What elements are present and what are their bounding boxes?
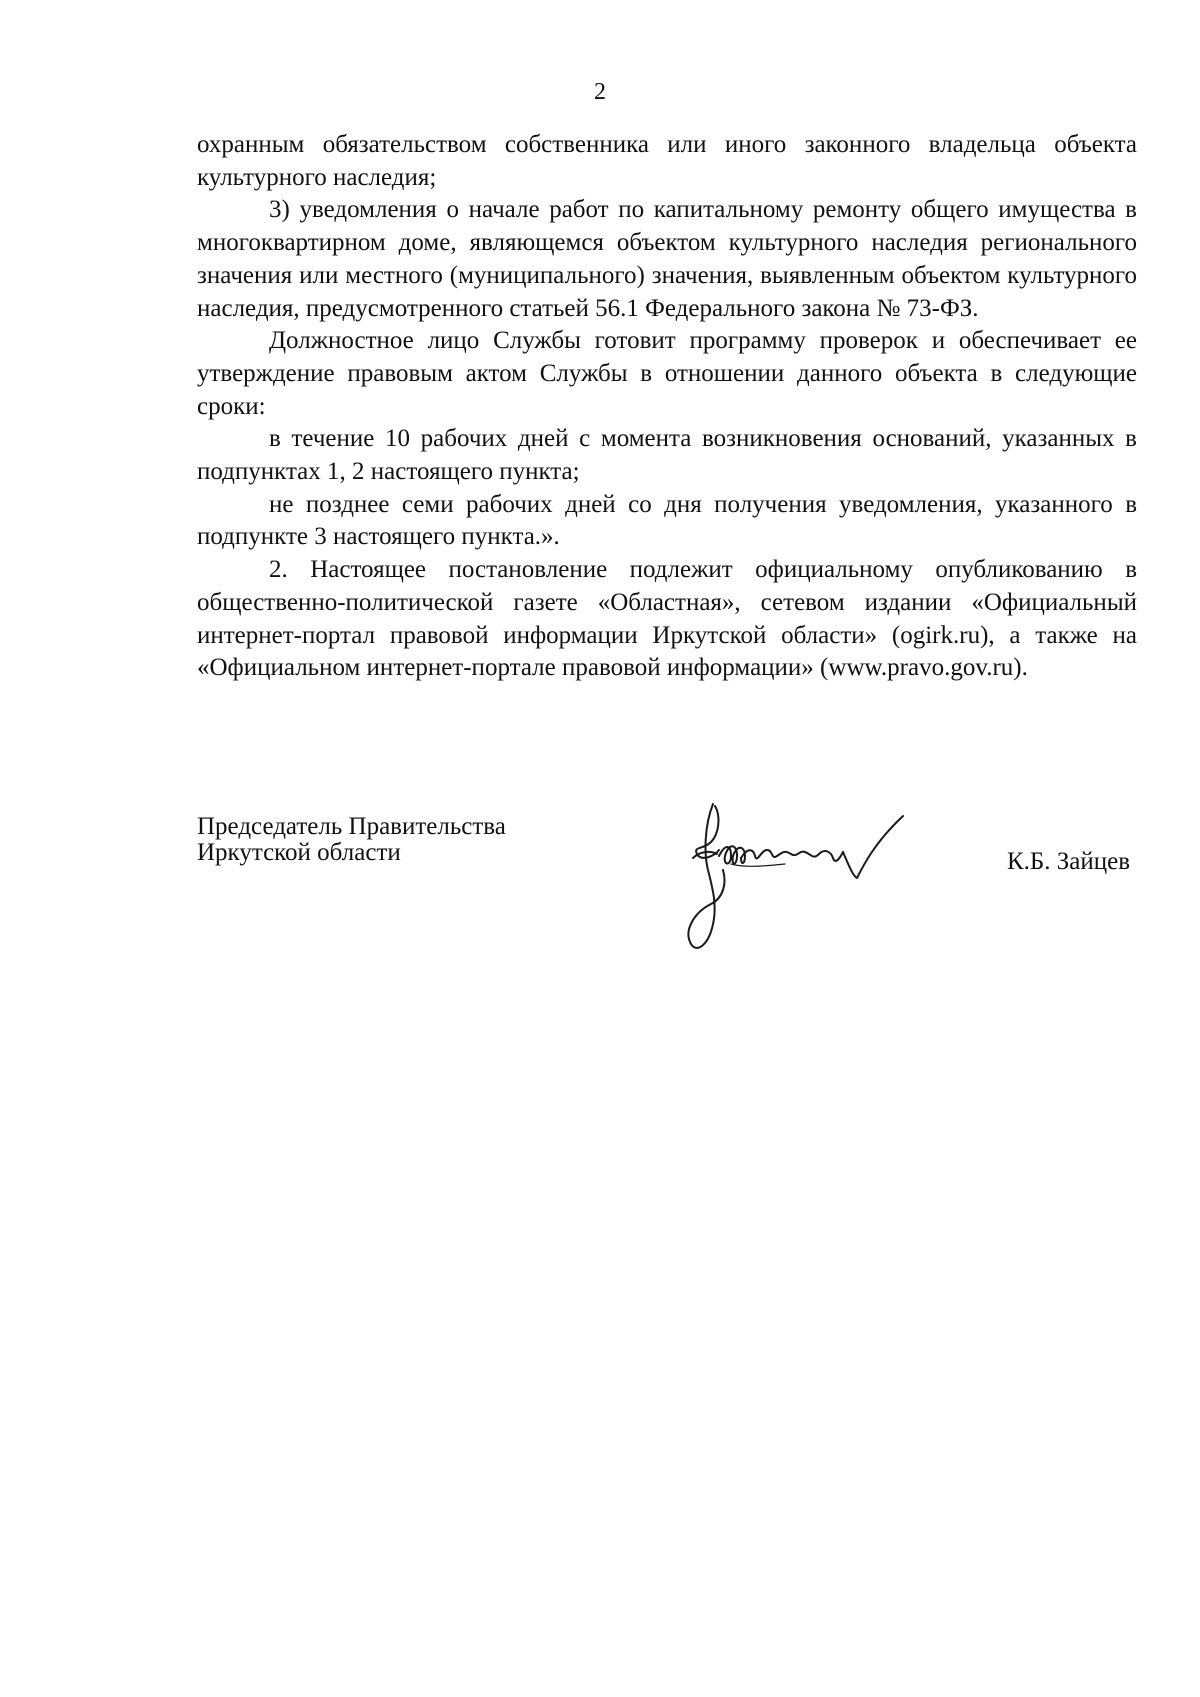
paragraph-deadline-10-days: в течение 10 рабочих дней с момента возникновения оснований, указанных в подпунктах 1, 2 настоящего пункта; [197, 425, 1137, 486]
signature-block [197, 814, 1147, 984]
signer-title-line-2: Иркутской области [197, 839, 401, 866]
paragraph-publication: 2. Настоящее постановление подлежит официальному опубликованию в общественно-политической газете «Областная», сетевом издании «Официальный интернет-портал правовой информации Иркутской области» (ogirk.ru), а также на «Официальном интернет-портале правовой информации» (www.pravo.gov.ru). [197, 556, 1137, 682]
page-number: 2 [594, 79, 606, 105]
signer-name: К.Б. Зайцев [1007, 848, 1131, 875]
handwritten-signature [675, 794, 935, 974]
signer-title [197, 814, 506, 866]
paragraph-deadline-7-days: не позднее семи рабочих дней со дня получения уведомления, указанного в подпункте 3 настоящего пункта.». [197, 490, 1137, 551]
paragraph-item-3: 3) уведомления о начале работ по капитальному ремонту общего имущества в многоквартирном доме, являющемся объектом культурного наследия регионального значения или местного (муниципального) значения, выявленным объектом культурного наследия, предусмотренного статьей 56.1 Федерального закона № 73-ФЗ. [197, 196, 1137, 322]
paragraph-continuation: охранным обязательством собственника или иного законного владельца объекта культурного наследия; [197, 131, 1137, 191]
document-body [197, 129, 1137, 685]
paragraph-program-of-inspections: Должностное лицо Службы готовит программу проверок и обеспечивает ее утверждение правовым актом Службы в отношении данного объекта в следующие сроки: [197, 327, 1137, 420]
signer-title-line-1: Председатель Правительства [197, 813, 506, 840]
